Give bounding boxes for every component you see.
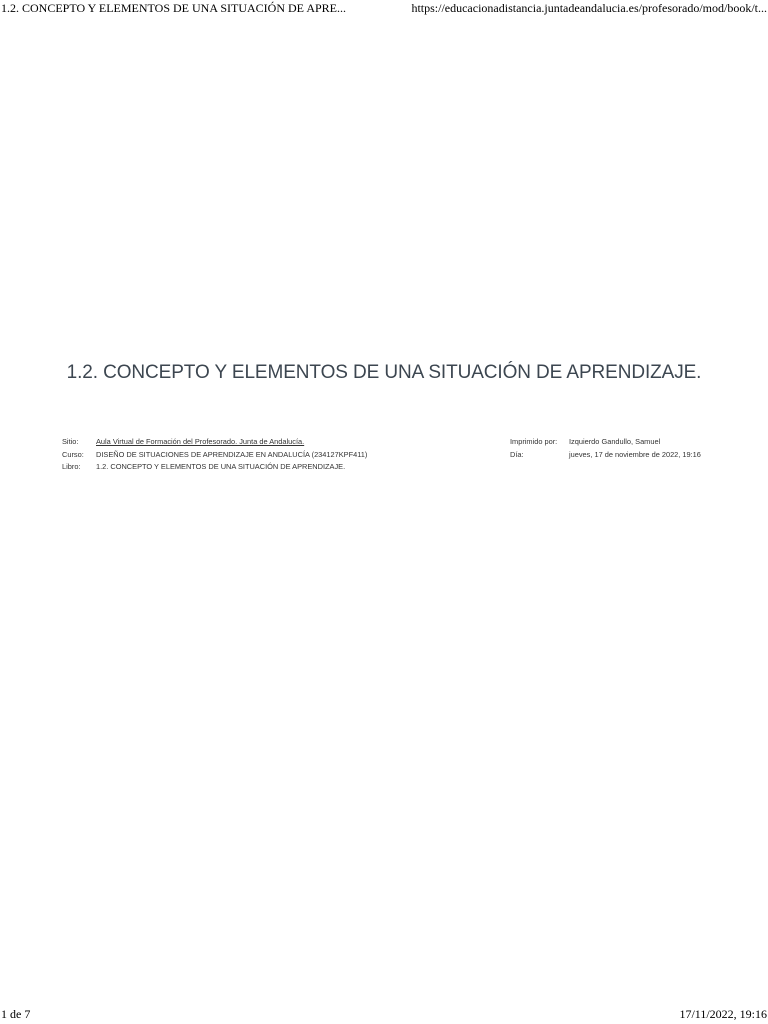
print-page-title: 1.2. CONCEPTO Y ELEMENTOS DE UNA SITUACIÓN DE APRE... [1, 1, 347, 15]
info-row-date [510, 449, 730, 462]
printed-by-label: Imprimido por: [510, 437, 558, 446]
info-row-printed-by [510, 436, 730, 449]
page-count: 1 de 7 [1, 1007, 31, 1021]
print-datetime: 17/11/2022, 19:16 [679, 1007, 767, 1021]
course-label: Curso: [62, 449, 84, 459]
site-label: Sitio: [62, 437, 79, 446]
date-value: jueves, 17 de noviembre de 2022, 19:16 [569, 449, 701, 459]
course-value: DISEÑO DE SITUACIONES DE APRENDIZAJE EN ANDALUCÍA (234127KPF411) [96, 449, 368, 459]
print-header [0, 0, 768, 18]
info-right-column [510, 436, 730, 461]
book-value: 1.2. CONCEPTO Y ELEMENTOS DE UNA SITUACIÓN DE APRENDIZAJE. [96, 462, 346, 471]
site-link[interactable]: Aula Virtual de Formación del Profesorado. Junta de Andalucía. [96, 437, 305, 446]
book-title: 1.2. CONCEPTO Y ELEMENTOS DE UNA SITUACIÓN DE APRENDIZAJE. [66, 362, 702, 383]
info-left-column [62, 436, 482, 474]
printed-by-value: Izquierdo Gandullo, Samuel [569, 437, 661, 446]
info-row-book [62, 461, 482, 474]
book-label: Libro: [62, 462, 81, 471]
print-footer [0, 1006, 768, 1024]
info-row-course [62, 449, 482, 462]
date-label: Día: [510, 449, 524, 459]
info-row-site [62, 436, 482, 449]
print-page-url: https://educacionadistancia.juntadeandalucia.es/profesorado/mod/book/t... [411, 1, 767, 15]
